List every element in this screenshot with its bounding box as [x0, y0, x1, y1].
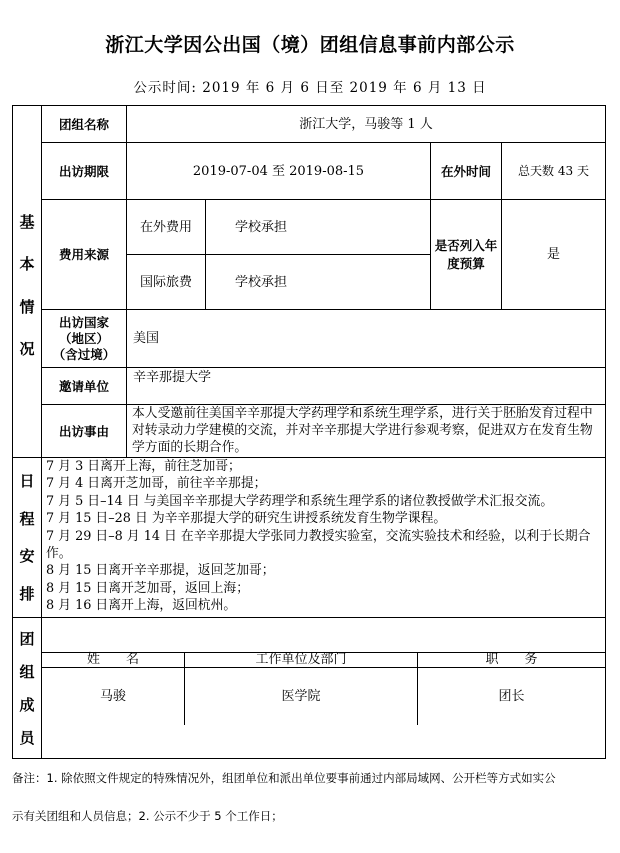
funding-source-label: 费用来源 — [58, 247, 109, 262]
schedule-list — [46, 458, 602, 615]
list-item: 7 月 3 日离开上海，前往芝加哥； — [46, 459, 241, 474]
note-line-1: 备注：1. 除依照文件规定的特殊情况外，组团单位和派出单位要事前通过内部局域网、公开栏等方式如实公 — [12, 771, 556, 785]
member-position: 团长 — [498, 689, 525, 704]
grid-line — [205, 199, 206, 310]
abroad-cost-value: 学校承担 — [235, 219, 288, 235]
visit-country-label: 出访国家 （地区） （含过境） — [52, 314, 116, 362]
list-item: 7 月 29 日–8 月 14 日 在辛辛那提大学张同力教授实验室，交流实验技术和经验，以利于长期合作。 — [46, 528, 591, 562]
in-budget-label: 是否列入年度预算 — [434, 237, 498, 271]
publish-time: 公示时间: 2019 年 6 月 6 日至 2019 年 6 月 13 日 — [133, 80, 487, 96]
members-section-label: 团 组 成 员 — [19, 630, 35, 747]
intl-travel-label: 国际旅费 — [139, 274, 192, 290]
abroad-cost-label: 在外费用 — [139, 219, 192, 235]
inviter-value: 辛辛那提大学 — [133, 370, 212, 385]
group-name-value: 浙江大学，马骏等 1 人 — [299, 116, 433, 132]
schedule-section-label: 日 程 安 排 — [19, 472, 35, 603]
intl-travel-value: 学校承担 — [235, 274, 288, 290]
table-border-bottom — [12, 758, 606, 759]
group-name-label: 团组名称 — [58, 116, 109, 132]
member-unit: 医学院 — [281, 689, 321, 704]
member-header-position: 职 务 — [485, 651, 538, 667]
grid-line — [41, 457, 42, 618]
member-name: 马骏 — [99, 689, 126, 704]
visit-period-label: 出访期限 — [58, 163, 109, 179]
in-budget-value: 是 — [546, 247, 560, 262]
section-divider — [12, 617, 606, 618]
table-border-right — [605, 105, 606, 759]
time-abroad-label: 在外时间 — [440, 163, 491, 179]
member-header-unit: 工作单位及部门 — [255, 651, 347, 667]
list-item: 7 月 15 日–28 日 为辛辛那提大学的研究生讲授系统发育生物学课程。 — [46, 511, 447, 527]
inviter-label: 邀请单位 — [58, 378, 109, 394]
time-abroad-value: 总天数 43 天 — [518, 163, 589, 178]
list-item: 8 月 16 日离开上海，返回杭州。 — [46, 598, 237, 614]
member-header-name: 姓 名 — [86, 651, 139, 667]
visit-period-value: 2019-07-04 至 2019-08-15 — [192, 163, 365, 179]
list-item: 8 月 15 日离开芝加哥，返回上海； — [46, 580, 249, 596]
visit-reason-label: 出访事由 — [58, 423, 109, 439]
note-line-2: 示有关团组和人员信息；2. 公示不少于 5 个工作日； — [12, 809, 283, 823]
list-item: 8 月 15 日离开辛辛那提，返回芝加哥； — [46, 563, 275, 579]
basic-info-section-label: 基 本 情 况 — [19, 212, 35, 359]
visit-country-value: 美国 — [133, 331, 160, 346]
list-item: 7 月 4 日离开芝加哥，前往辛辛那提； — [46, 476, 267, 492]
visit-reason-value: 本人受邀前往美国辛辛那提大学药理学和系统生理学系，进行关于胚胎发育过程中对转录动力学建模的交流，并对辛辛那提大学进行参观考察，促进双方在发育生物学方面的长期合作。 — [132, 406, 593, 455]
list-item: 7 月 5 日–14 日 与美国辛辛那提大学药理学和系统生理学系的诸位教授做学术汇报交流。 — [46, 493, 554, 509]
page-title: 浙江大学因公出国（境）团组信息事前内部公示 — [105, 34, 515, 56]
